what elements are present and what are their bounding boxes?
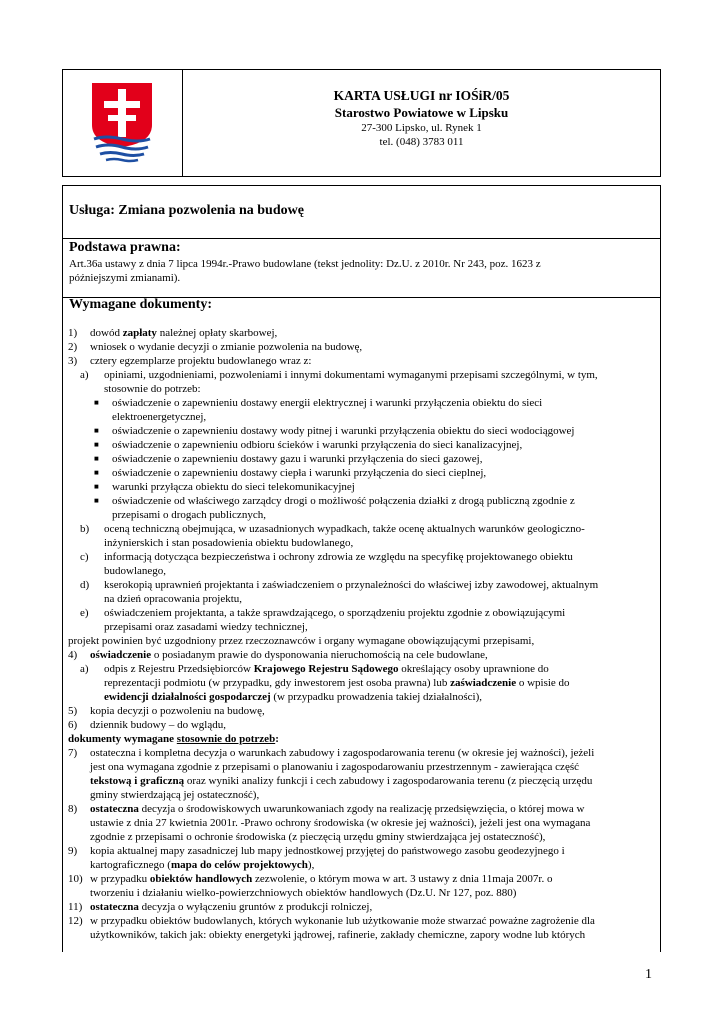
- sub-item: oświadczeniem projektanta, a także sprawdzającego, o sporządzeniu projektu zgodnie z obowiązującymi: [104, 607, 566, 619]
- item-number: 5): [68, 705, 78, 717]
- sub-item-letter: e): [80, 607, 89, 619]
- list-item: użytkowników, takich jak: obiekty energetyki jądrowej, rafinerie, zakłady chemiczne, zapory wodne lub których: [90, 929, 586, 941]
- coat-of-arms-icon: [90, 81, 154, 163]
- sub-item-letter: c): [80, 551, 89, 563]
- office-name: Starostwo Powiatowe w Lipsku: [334, 105, 509, 120]
- list-item: w przypadku obiektów handlowych zezwolenie, o którym mowa w art. 3 ustawy z dnia 11maja 2007r. o: [90, 873, 553, 885]
- sub-item: przepisami oraz zasadami wiedzy technicznej,: [104, 621, 308, 633]
- bullet-icon: ■: [94, 440, 99, 449]
- item-number: 3): [68, 355, 78, 367]
- sub-item-letter: d): [80, 579, 90, 591]
- sub-item: reprezentacji podmiotu (w przypadku, gdy inwestorem jest osoba prawna) lub zaświadczenie o wpisie do: [104, 677, 570, 689]
- sub-item: budowlanego,: [104, 565, 167, 577]
- header-text: [183, 87, 660, 149]
- sub-item: odpis z Rejestru Przedsiębiorców Krajowego Rejestru Sądowego określający osoby uprawnione do: [104, 663, 549, 675]
- office-address: 27-300 Lipsko, ul. Rynek 1: [361, 122, 482, 134]
- item-number: 12): [68, 915, 83, 927]
- bullet-item: oświadczenie o zapewnieniu odbioru ścieków i warunki przyłączenia do sieci kanalizacyjnej,: [112, 439, 523, 451]
- office-phone: tel. (048) 3783 011: [379, 136, 464, 148]
- service-heading: Usługa: Zmiana pozwolenia na budowę: [69, 203, 304, 218]
- sub-item: oceną techniczną obejmująca, w uzasadnionych wypadkach, także ocenę aktualnych warunków geologiczno-: [104, 523, 585, 535]
- bullet-item: elektroenergetycznej,: [112, 411, 207, 423]
- logo-cell: [63, 70, 183, 176]
- legal-basis-line: Art.36a ustawy z dnia 7 lipca 1994r.-Prawo budowlane (tekst jednolity: Dz.U. z 2010r. Nr 243, poz. 1623 z: [69, 258, 541, 270]
- item-number: 11): [68, 901, 83, 913]
- item-number: 8): [68, 803, 78, 815]
- list-item: wniosek o wydanie decyzji o zmianie pozwolenia na budowę,: [90, 341, 363, 353]
- sub-item-letter: a): [80, 369, 89, 381]
- service-section: [63, 186, 660, 239]
- legal-basis-heading: Podstawa prawna:: [69, 240, 181, 255]
- sub-item: stosownie do potrzeb:: [104, 383, 201, 395]
- bullet-icon: ■: [94, 482, 99, 491]
- note-text: projekt powinien być uzgodniony przez rzeczoznawców i organy wymagane obowiązującymi przepisami,: [68, 635, 535, 647]
- item-number: 4): [68, 649, 78, 661]
- list-item: w przypadku obiektów budowlanych, których wykonanie lub użytkowanie może stwarzać poważne zagrożenie dla: [90, 915, 595, 927]
- list-item: jest ona wymagana zgodnie z przepisami o planowaniu i zagospodarowaniu przestrzennym - zawierająca część: [90, 761, 579, 773]
- bullet-icon: ■: [94, 468, 99, 477]
- item-number: 10): [68, 873, 83, 885]
- bullet-icon: ■: [94, 454, 99, 463]
- list-item: ustawie z dnia 27 kwietnia 2001r. -Prawo ochrony środowiska (w okresie jej ważności), jeżeli jest ona wymagana: [90, 817, 591, 829]
- conditional-documents-heading: dokumenty wymagane stosownie do potrzeb:: [68, 733, 279, 745]
- item-number: 6): [68, 719, 78, 731]
- sub-item-letter: a): [80, 663, 89, 675]
- list-item: kopia decyzji o pozwoleniu na budowę,: [90, 705, 265, 717]
- bullet-icon: ■: [94, 398, 99, 407]
- bullet-icon: ■: [94, 426, 99, 435]
- legal-basis-text: [69, 257, 649, 285]
- sub-item: ewidencji działalności gospodarczej (w przypadku prowadzenia takiej działalności),: [104, 691, 482, 703]
- item-number: 7): [68, 747, 78, 759]
- legal-basis-line: późniejszymi zmianami).: [69, 272, 181, 284]
- sub-item-letter: b): [80, 523, 90, 535]
- sub-item: informacją dotycząca bezpieczeństwa i ochrony zdrowia ze względu na specyfikę projektowanego obiektu: [104, 551, 573, 563]
- list-item: oświadczenie o posiadanym prawie do dysponowania nieruchomością na cele budowlane,: [90, 649, 488, 661]
- list-item: dziennik budowy – do wglądu,: [90, 719, 226, 731]
- list-item: tekstową i graficzną oraz wyniki analizy funkcji i cech zabudowy i zagospodarowania terenu (z pieczęcią urzędu: [90, 775, 593, 787]
- page-number: 1: [645, 967, 652, 982]
- bullet-item: oświadczenie o zapewnieniu dostawy wody pitnej i warunki przyłączenia obiektu do sieci wodociągowej: [112, 425, 575, 437]
- sub-item: opiniami, uzgodnieniami, pozwoleniami i innymi dokumentami wymaganymi przepisami szczególnymi, w tym,: [104, 369, 598, 381]
- item-number: 9): [68, 845, 78, 857]
- header-box: [62, 69, 661, 177]
- sub-item: na dzień opracowania projektu,: [104, 593, 243, 605]
- list-item: tworzeniu i działaniu wielko-powierzchniowych obiektów handlowych (Dz.U. Nr 127, poz. 880): [90, 887, 517, 899]
- list-item: gminy stwierdzającą jej ostateczność),: [90, 789, 260, 801]
- bullet-item: oświadczenie o zapewnieniu dostawy energii elektrycznej i warunki przyłączenia obiektu do sieci: [112, 397, 543, 409]
- card-title: KARTA USŁUGI nr IOŚiR/05: [333, 88, 510, 103]
- bullet-icon: ■: [94, 496, 99, 505]
- legal-basis-section: [63, 238, 660, 298]
- required-documents-heading: Wymagane dokumenty:: [69, 297, 212, 312]
- list-item: cztery egzemplarze projektu budowlanego wraz z:: [90, 355, 312, 367]
- item-number: 2): [68, 341, 78, 353]
- bullet-item: oświadczenie o zapewnieniu dostawy gazu i warunki przyłączenia do sieci gazowej,: [112, 453, 483, 465]
- bullet-item: oświadczenie o zapewnieniu dostawy ciepła i warunki przyłączenia do sieci cieplnej,: [112, 467, 487, 479]
- sub-item: inżynierskich i stan posadowienia obiektu budowlanego,: [104, 537, 354, 549]
- bullet-item: warunki przyłącza obiektu do sieci telekomunikacyjnej: [112, 481, 355, 493]
- bullet-item: oświadczenie od właściwego zarządcy drogi o możliwość połączenia działki z drogą publiczną zgodnie z: [112, 495, 575, 507]
- item-number: 1): [68, 327, 78, 339]
- list-item: ostateczna decyzja o wyłączeniu gruntów z produkcji rolniczej,: [90, 901, 373, 913]
- bullet-item: przepisami o drogach publicznych,: [112, 509, 266, 521]
- list-item: ostateczna decyzja o środowiskowych uwarunkowaniach zgody na realizację przedsięwzięcia, o której mowa w: [90, 803, 585, 815]
- list-item: ostateczna i kompletna decyzja o warunkach zabudowy i zagospodarowania terenu (w okresie jej ważności), jeżeli: [90, 747, 595, 759]
- list-item: kopia aktualnej mapy zasadniczej lub mapy jednostkowej przyjętej do państwowego zasobu geodezyjnego i: [90, 845, 565, 857]
- list-item: kartograficznego (mapa do celów projektowych),: [90, 859, 315, 871]
- list-item: dowód zapłaty należnej opłaty skarbowej,: [90, 327, 278, 339]
- sub-item: kserokopią uprawnień projektanta i zaświadczeniem o przynależności do właściwej izby zawodowej, aktualnym: [104, 579, 599, 591]
- list-item: zgodnie z przepisami o ochronie środowiska (z pieczęcią urzędu gminy stwierdzająca jej ostateczność),: [90, 831, 546, 843]
